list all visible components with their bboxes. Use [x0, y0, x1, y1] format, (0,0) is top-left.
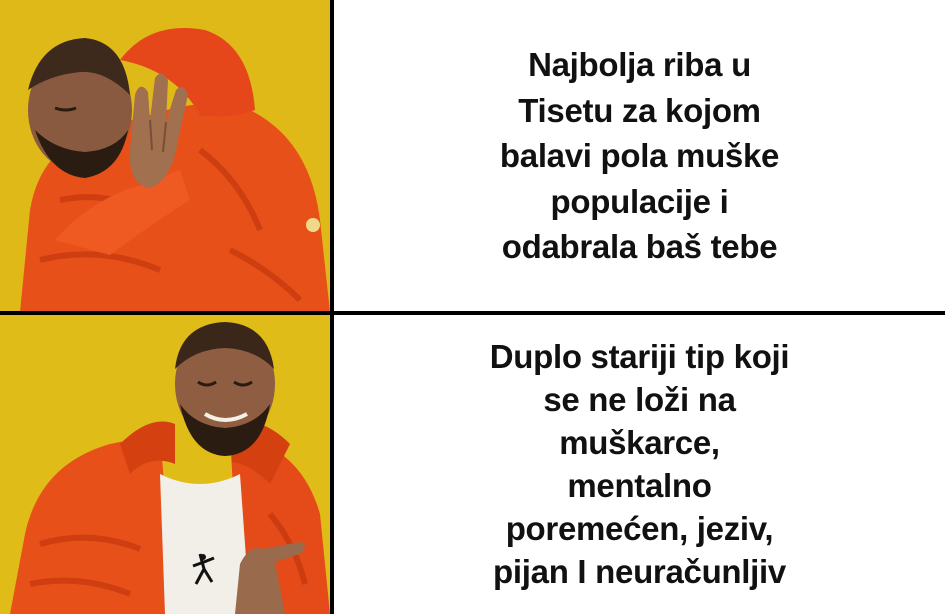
drake-rejecting-image	[0, 0, 330, 312]
caption-reject-text: Najbolja riba u Tisetu za kojom balavi pola muške populacije i odabrala baš tebe	[499, 46, 780, 266]
drake-approving-image	[0, 314, 330, 614]
caption-reject	[334, 0, 945, 312]
caption-approve	[334, 314, 945, 614]
caption-approve-text: Duplo stariji tip koji se ne loži na muškarce, mentalno poremećen, jeziv, pijan I neuračunljiv	[489, 338, 790, 590]
